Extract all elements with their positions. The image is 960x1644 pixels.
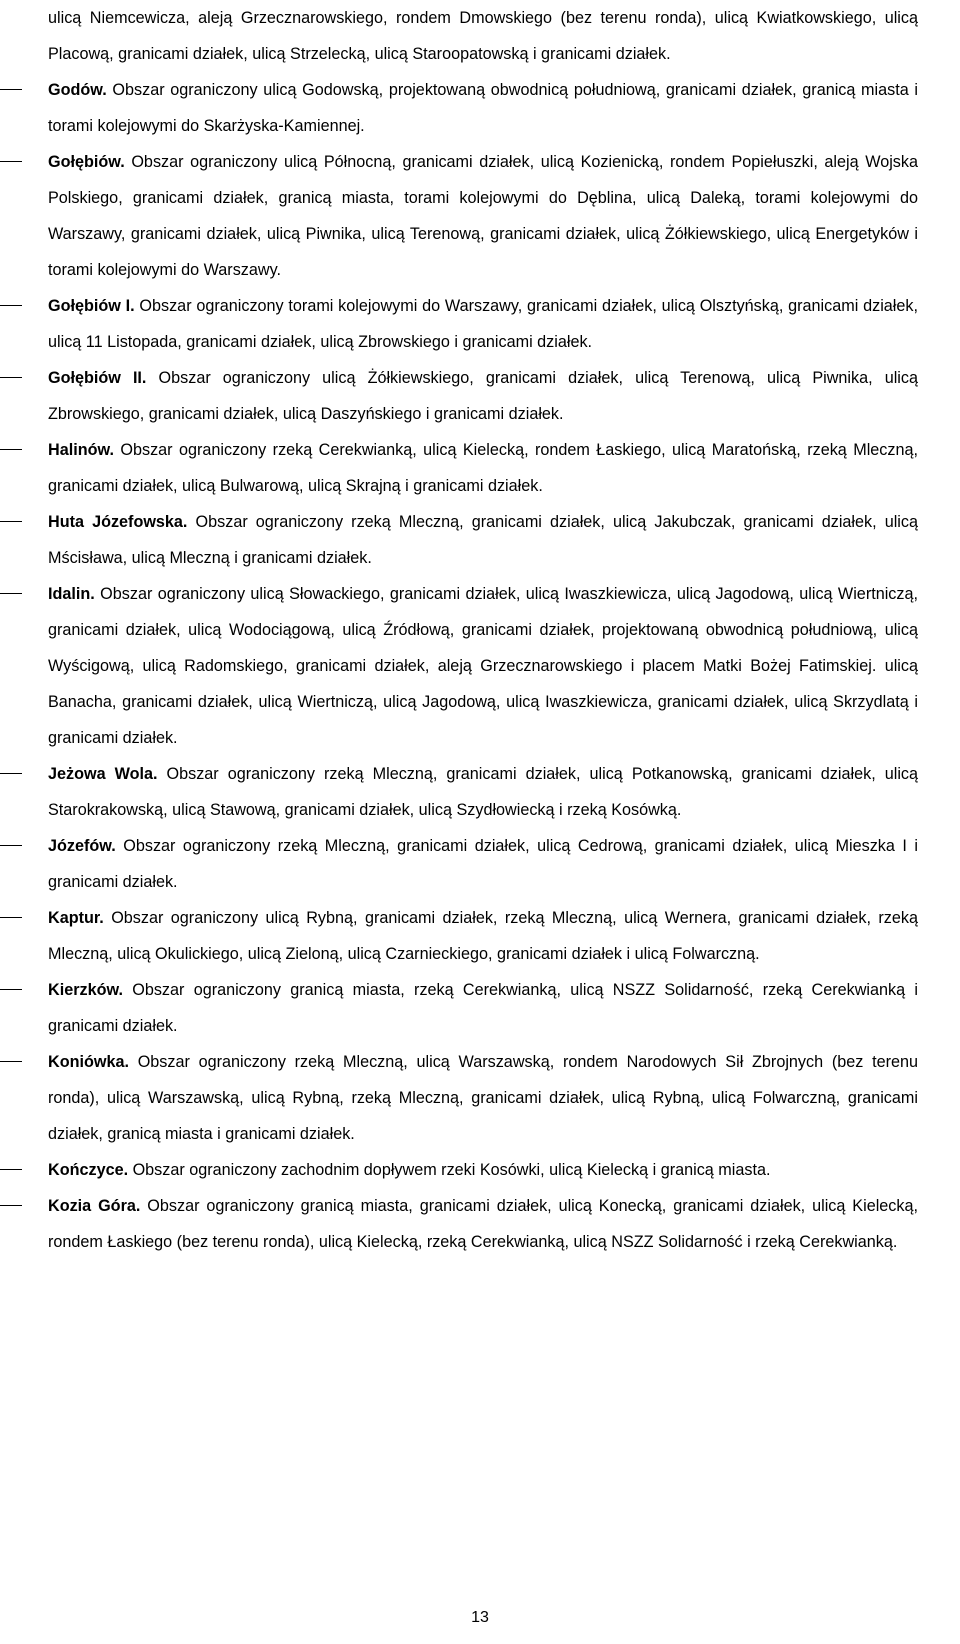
dash-bullet xyxy=(0,305,22,306)
list-item xyxy=(48,756,918,828)
list-item xyxy=(48,1152,918,1188)
district-description: Obszar ograniczony ulicą Północną, granicami działek, ulicą Kozienicką, rondem Popiełuszki, aleją Wojska Polskiego, granicami działek, granicą miasta, torami kolejowymi do Dęblina, ulicą Daleką, torami kolejowymi do Warszawy, granicami działek, ulicą Piwnika, ulicą Terenową, granicami działek, ulicą Żółkiewskiego, ulicą Energetyków i torami kolejowymi do Warszawy. xyxy=(48,153,918,279)
dash-bullet xyxy=(0,989,22,990)
district-name: Koniówka. xyxy=(48,1053,129,1071)
list-item xyxy=(48,72,918,144)
district-name: Kaptur. xyxy=(48,909,104,927)
district-description: Obszar ograniczony zachodnim dopływem rzeki Kosówki, ulicą Kielecką i granicą miasta. xyxy=(128,1161,771,1179)
district-name: Gołębiów. xyxy=(48,153,125,171)
list-item xyxy=(48,432,918,504)
dash-bullet xyxy=(0,449,22,450)
district-description: Obszar ograniczony ulicą Godowską, projektowaną obwodnicą południową, granicami działek, granicą miasta i torami kolejowymi do Skarżyska-Kamiennej. xyxy=(48,81,918,135)
district-description: Obszar ograniczony granicą miasta, rzeką Cerekwianką, ulicą NSZZ Solidarność, rzeką Cerekwianką i granicami działek. xyxy=(48,981,918,1035)
district-description: Obszar ograniczony ulicą Żółkiewskiego, granicami działek, ulicą Terenową, ulicą Piwnika, ulicą Zbrowskiego, granicami działek, ulicą Daszyńskiego i granicami działek. xyxy=(48,369,918,423)
list-item xyxy=(48,900,918,972)
dash-bullet xyxy=(0,161,22,162)
dash-bullet xyxy=(0,89,22,90)
page-number: 13 xyxy=(471,1609,489,1626)
list-item xyxy=(48,144,918,288)
district-description: Obszar ograniczony ulicą Słowackiego, granicami działek, ulicą Iwaszkiewicza, ulicą Jagodową, ulicą Wiertniczą, granicami działek, ulicą Wodociągową, ulicą Źródłową, granicami działek, projektowaną obwodnicą południową, ulicą Wyścigową, ulicą Radomskiego, granicami działek, aleją Grzecznarowskiego i placem Matki Bożej Fatimskiej. ulicą Banacha, granicami działek, ulicą Wiertniczą, ulicą Jagodową, ulicą Iwaszkiewicza, granicami działek, ulicą Skrzydlatą i granicami działek. xyxy=(48,585,918,747)
dash-bullet xyxy=(0,1169,22,1170)
list-item xyxy=(48,1044,918,1152)
district-name: Kierzków. xyxy=(48,981,123,999)
list-item xyxy=(48,504,918,576)
list-item xyxy=(48,828,918,900)
district-name: Józefów. xyxy=(48,837,116,855)
dash-bullet xyxy=(0,521,22,522)
district-description: Obszar ograniczony rzeką Mleczną, ulicą Warszawską, rondem Narodowych Sił Zbrojnych (bez terenu ronda), ulicą Warszawską, ulicą Rybną, rzeką Mleczną, granicami działek, ulicą Rybną, ulicą Folwarczną, granicami działek, granicą miasta i granicami działek. xyxy=(48,1053,918,1143)
dash-bullet xyxy=(0,377,22,378)
district-description: Obszar ograniczony torami kolejowymi do Warszawy, granicami działek, ulicą Olsztyńską, granicami działek, ulicą 11 Listopada, granicami działek, ulicą Zbrowskiego i granicami działek. xyxy=(48,297,918,351)
list-item xyxy=(48,360,918,432)
district-description: Obszar ograniczony rzeką Mleczną, granicami działek, ulicą Jakubczak, granicami działek, ulicą Mścisława, ulicą Mleczną i granicami działek. xyxy=(48,513,918,567)
district-name: Kończyce. xyxy=(48,1161,129,1179)
district-name: Huta Józefowska. xyxy=(48,513,188,531)
dash-bullet xyxy=(0,773,22,774)
dash-bullet xyxy=(0,845,22,846)
district-name: Godów. xyxy=(48,81,107,99)
district-name: Gołębiów I. xyxy=(48,297,135,315)
district-name: Jeżowa Wola. xyxy=(48,765,158,783)
district-name: Idalin. xyxy=(48,585,95,603)
intro-paragraph: ulicą Niemcewicza, aleją Grzecznarowskiego, rondem Dmowskiego (bez terenu ronda), ulicą Kwiatkowskiego, ulicą Placową, granicami działek, ulicą Strzelecką, ulicą Staroopatowską i granicami działek. xyxy=(48,9,918,63)
dash-bullet xyxy=(0,1061,22,1062)
list-item xyxy=(48,1188,918,1260)
list-item xyxy=(48,972,918,1044)
list-item xyxy=(48,288,918,360)
dash-bullet xyxy=(0,1205,22,1206)
district-name: Halinów. xyxy=(48,441,114,459)
dash-bullet xyxy=(0,593,22,594)
dash-bullet xyxy=(0,917,22,918)
district-description: Obszar ograniczony rzeką Cerekwianką, ulicą Kielecką, rondem Łaskiego, ulicą Maratońską, rzeką Mleczną, granicami działek, ulicą Bulwarową, ulicą Skrajną i granicami działek. xyxy=(48,441,918,495)
district-description: Obszar ograniczony ulicą Rybną, granicami działek, rzeką Mleczną, ulicą Wernera, granicami działek, rzeką Mleczną, ulicą Okulickiego, ulicą Zieloną, ulicą Czarnieckiego, granicami działek i ulicą Folwarczną. xyxy=(48,909,918,963)
district-name: Kozia Góra. xyxy=(48,1197,141,1215)
district-name: Gołębiów II. xyxy=(48,369,147,387)
district-description: Obszar ograniczony granicą miasta, granicami działek, ulicą Konecką, granicami działek, ulicą Kielecką, rondem Łaskiego (bez terenu ronda), ulicą Kielecką, rzeką Cerekwianką, ulicą NSZZ Solidarność i rzeką Cerekwianką. xyxy=(48,1197,918,1251)
list-item xyxy=(48,576,918,756)
district-description: Obszar ograniczony rzeką Mleczną, granicami działek, ulicą Cedrową, granicami działek, ulicą Mieszka I i granicami działek. xyxy=(48,837,918,891)
district-description: Obszar ograniczony rzeką Mleczną, granicami działek, ulicą Potkanowską, granicami działek, ulicą Starokrakowską, ulicą Stawową, granicami działek, ulicą Szydłowiecką i rzeką Kosówką. xyxy=(48,765,919,819)
